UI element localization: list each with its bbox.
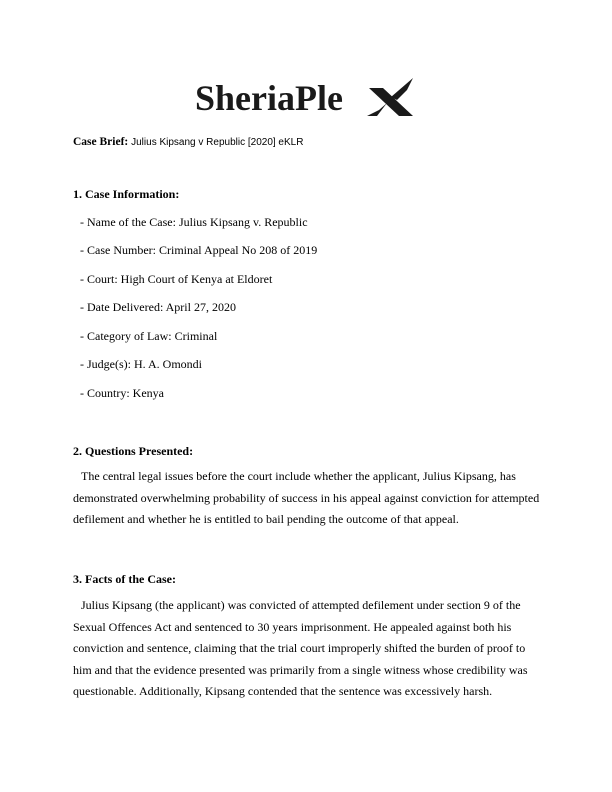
questions-presented-body: The central legal issues before the court include whether the applicant, Julius Kipsang, has demonstrated overwhelming probability of success in his appeal against conviction for attempted defilement and whether he is entitled to bail pending the outcome of that appeal.: [73, 469, 540, 526]
questions-presented-heading: 2. Questions Presented:: [73, 444, 194, 458]
judges-item: - Judge(s): H. A. Omondi: [80, 357, 202, 371]
case-brief-line: [73, 136, 303, 148]
case-brief-label: Case Brief:: [73, 136, 129, 148]
category-of-law-item: - Category of Law: Criminal: [80, 329, 218, 343]
logo-graphic: [191, 72, 421, 122]
facts-of-case-body: Julius Kipsang (the applicant) was convicted of attempted defilement under section 9 of the Sexual Offences Act and sentenced to 30 years imprisonment. He appealed against both his conviction and sentence, claiming that the trial court improperly shifted the burden of proof to him and that the evidence presented was primarily from a single witness whose credibility was questionable. Additionally, Kipsang contended that the sentence was excessively harsh.: [73, 598, 528, 698]
case-number-item: - Case Number: Criminal Appeal No 208 of 2019: [80, 243, 318, 257]
logo-wordmark: SheriaPle: [195, 78, 343, 118]
logo-x-mark: [367, 78, 413, 116]
case-information-heading: 1. Case Information:: [73, 187, 180, 201]
case-name-item: - Name of the Case: Julius Kipsang v. Republic: [80, 215, 308, 229]
case-brief-title: Julius Kipsang v Republic [2020] eKLR: [131, 137, 304, 148]
date-delivered-item: - Date Delivered: April 27, 2020: [80, 300, 236, 314]
sheriaplex-logo: [0, 72, 612, 122]
facts-of-case-heading: 3. Facts of the Case:: [73, 572, 176, 586]
country-item: - Country: Kenya: [80, 386, 164, 400]
court-item: - Court: High Court of Kenya at Eldoret: [80, 272, 273, 286]
